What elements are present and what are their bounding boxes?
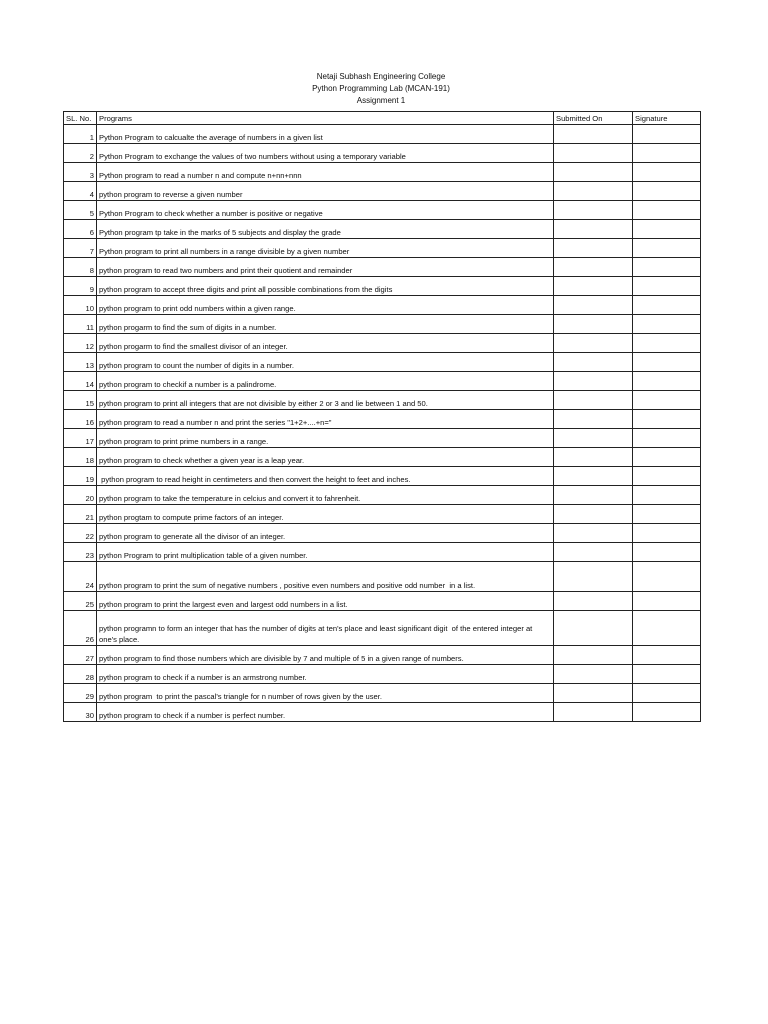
program-cell: python program to print prime numbers in a range. bbox=[97, 429, 554, 448]
submitted-on-cell bbox=[554, 505, 633, 524]
table-row bbox=[64, 220, 701, 239]
column-header-submitted-on: Submitted On bbox=[554, 112, 633, 125]
program-cell: python program to read height in centimeters and then convert the height to feet and inches. bbox=[97, 467, 554, 486]
table-row bbox=[64, 448, 701, 467]
submitted-on-cell bbox=[554, 277, 633, 296]
sl-no-cell: 18 bbox=[64, 448, 97, 467]
submitted-on-cell bbox=[554, 315, 633, 334]
program-cell: python progarm to find the sum of digits in a number. bbox=[97, 315, 554, 334]
signature-cell bbox=[633, 144, 701, 163]
table-row bbox=[64, 467, 701, 486]
signature-cell bbox=[633, 467, 701, 486]
signature-cell bbox=[633, 163, 701, 182]
sl-no-cell: 29 bbox=[64, 684, 97, 703]
submitted-on-cell bbox=[554, 665, 633, 684]
program-cell: python program to reverse a given number bbox=[97, 182, 554, 201]
college-name: Netaji Subhash Engineering College bbox=[316, 72, 446, 81]
signature-cell bbox=[633, 258, 701, 277]
program-cell: python program to read a number n and print the series "1+2+....+n=" bbox=[97, 410, 554, 429]
program-cell: python program to generate all the divisor of an integer. bbox=[97, 524, 554, 543]
program-cell: python programn to form an integer that has the number of digits at ten's place and least significant digit of the entered integer at one's place. bbox=[97, 611, 554, 646]
program-cell: python program to accept three digits and print all possible combinations from the digits bbox=[97, 277, 554, 296]
signature-cell bbox=[633, 592, 701, 611]
submitted-on-cell bbox=[554, 611, 633, 646]
signature-cell bbox=[633, 353, 701, 372]
program-cell: python program to print odd numbers within a given range. bbox=[97, 296, 554, 315]
table-header-row bbox=[64, 112, 701, 125]
submitted-on-cell bbox=[554, 125, 633, 144]
sl-no-cell: 15 bbox=[64, 391, 97, 410]
table-row bbox=[64, 429, 701, 448]
table-row bbox=[64, 125, 701, 144]
sl-no-cell: 21 bbox=[64, 505, 97, 524]
sl-no-cell: 26 bbox=[64, 611, 97, 646]
submitted-on-cell bbox=[554, 372, 633, 391]
signature-cell bbox=[633, 562, 701, 592]
sl-no-cell: 12 bbox=[64, 334, 97, 353]
signature-cell bbox=[633, 372, 701, 391]
submitted-on-cell bbox=[554, 220, 633, 239]
signature-cell bbox=[633, 315, 701, 334]
submitted-on-cell bbox=[554, 448, 633, 467]
signature-cell bbox=[633, 703, 701, 722]
table-row bbox=[64, 562, 701, 592]
table-row bbox=[64, 182, 701, 201]
table-row bbox=[64, 410, 701, 429]
program-cell: python progtam to compute prime factors of an integer. bbox=[97, 505, 554, 524]
sl-no-cell: 17 bbox=[64, 429, 97, 448]
submitted-on-cell bbox=[554, 296, 633, 315]
table-body bbox=[64, 125, 701, 722]
table-row bbox=[64, 505, 701, 524]
program-cell: python program to find those numbers which are divisible by 7 and multiple of 5 in a given range of numbers. bbox=[97, 646, 554, 665]
submitted-on-cell bbox=[554, 353, 633, 372]
program-cell: python progarm to find the smallest divisor of an integer. bbox=[97, 334, 554, 353]
column-header-signature: Signature bbox=[633, 112, 701, 125]
table-row bbox=[64, 334, 701, 353]
sl-no-cell: 23 bbox=[64, 543, 97, 562]
table-row bbox=[64, 239, 701, 258]
sl-no-cell: 1 bbox=[64, 125, 97, 144]
sl-no-cell: 8 bbox=[64, 258, 97, 277]
submitted-on-cell bbox=[554, 684, 633, 703]
program-cell: python program to check whether a given year is a leap year. bbox=[97, 448, 554, 467]
column-header-sl-no: SL. No. bbox=[64, 112, 97, 125]
submitted-on-cell bbox=[554, 334, 633, 353]
submitted-on-cell bbox=[554, 524, 633, 543]
submitted-on-cell bbox=[554, 429, 633, 448]
sl-no-cell: 28 bbox=[64, 665, 97, 684]
program-cell: Python program to read a number n and compute n+nn+nnn bbox=[97, 163, 554, 182]
sl-no-cell: 2 bbox=[64, 144, 97, 163]
submitted-on-cell bbox=[554, 543, 633, 562]
table-row bbox=[64, 391, 701, 410]
submitted-on-cell bbox=[554, 592, 633, 611]
program-cell: python program to print the pascal's triangle for n number of rows given by the user. bbox=[97, 684, 554, 703]
signature-cell bbox=[633, 665, 701, 684]
submitted-on-cell bbox=[554, 239, 633, 258]
table-row bbox=[64, 592, 701, 611]
table-row bbox=[64, 163, 701, 182]
document-header bbox=[63, 71, 699, 107]
sl-no-cell: 14 bbox=[64, 372, 97, 391]
sl-no-cell: 16 bbox=[64, 410, 97, 429]
sl-no-cell: 5 bbox=[64, 201, 97, 220]
program-cell: Python program to print all numbers in a range divisible by a given number bbox=[97, 239, 554, 258]
submitted-on-cell bbox=[554, 486, 633, 505]
submitted-on-cell bbox=[554, 562, 633, 592]
sl-no-cell: 30 bbox=[64, 703, 97, 722]
sl-no-cell: 27 bbox=[64, 646, 97, 665]
sl-no-cell: 10 bbox=[64, 296, 97, 315]
table-row bbox=[64, 277, 701, 296]
signature-cell bbox=[633, 611, 701, 646]
submitted-on-cell bbox=[554, 391, 633, 410]
table-row bbox=[64, 646, 701, 665]
sl-no-cell: 3 bbox=[64, 163, 97, 182]
signature-cell bbox=[633, 410, 701, 429]
signature-cell bbox=[633, 220, 701, 239]
table-row bbox=[64, 315, 701, 334]
program-cell: python program to check if a number is perfect number. bbox=[97, 703, 554, 722]
program-cell: python program to print the largest even and largest odd numbers in a list. bbox=[97, 592, 554, 611]
program-cell: python program to take the temperature in celcius and convert it to fahrenheit. bbox=[97, 486, 554, 505]
submitted-on-cell bbox=[554, 163, 633, 182]
sl-no-cell: 4 bbox=[64, 182, 97, 201]
program-cell: python program to count the number of digits in a number. bbox=[97, 353, 554, 372]
signature-cell bbox=[633, 524, 701, 543]
signature-cell bbox=[633, 486, 701, 505]
signature-cell bbox=[633, 448, 701, 467]
signature-cell bbox=[633, 505, 701, 524]
signature-cell bbox=[633, 277, 701, 296]
sl-no-cell: 6 bbox=[64, 220, 97, 239]
submitted-on-cell bbox=[554, 467, 633, 486]
sl-no-cell: 13 bbox=[64, 353, 97, 372]
assignment-title: Assignment 1 bbox=[356, 96, 406, 105]
table-row bbox=[64, 296, 701, 315]
table-row bbox=[64, 201, 701, 220]
program-cell: Python Program to check whether a number is positive or negative bbox=[97, 201, 554, 220]
signature-cell bbox=[633, 182, 701, 201]
sl-no-cell: 20 bbox=[64, 486, 97, 505]
signature-cell bbox=[633, 429, 701, 448]
column-header-programs: Programs bbox=[97, 112, 554, 125]
table-row bbox=[64, 372, 701, 391]
table-row bbox=[64, 543, 701, 562]
program-cell: python program to checkif a number is a palindrome. bbox=[97, 372, 554, 391]
table-row bbox=[64, 258, 701, 277]
sl-no-cell: 7 bbox=[64, 239, 97, 258]
sl-no-cell: 25 bbox=[64, 592, 97, 611]
program-cell: Python Program to calcualte the average of numbers in a given list bbox=[97, 125, 554, 144]
table-row bbox=[64, 665, 701, 684]
table-row bbox=[64, 144, 701, 163]
program-cell: python program to print all integers that are not divisible by either 2 or 3 and lie between 1 and 50. bbox=[97, 391, 554, 410]
submitted-on-cell bbox=[554, 201, 633, 220]
sl-no-cell: 19 bbox=[64, 467, 97, 486]
assignment-table bbox=[63, 111, 701, 722]
signature-cell bbox=[633, 201, 701, 220]
submitted-on-cell bbox=[554, 646, 633, 665]
course-title: Python Programming Lab (MCAN-191) bbox=[312, 84, 450, 93]
signature-cell bbox=[633, 646, 701, 665]
table-row bbox=[64, 703, 701, 722]
table-row bbox=[64, 486, 701, 505]
program-cell: python Program to print multiplication table of a given number. bbox=[97, 543, 554, 562]
submitted-on-cell bbox=[554, 703, 633, 722]
submitted-on-cell bbox=[554, 410, 633, 429]
sl-no-cell: 22 bbox=[64, 524, 97, 543]
table-row bbox=[64, 684, 701, 703]
table-row bbox=[64, 611, 701, 646]
sl-no-cell: 9 bbox=[64, 277, 97, 296]
table-row bbox=[64, 524, 701, 543]
signature-cell bbox=[633, 684, 701, 703]
program-cell: Python Program to exchange the values of two numbers without using a temporary variable bbox=[97, 144, 554, 163]
signature-cell bbox=[633, 239, 701, 258]
sl-no-cell: 24 bbox=[64, 562, 97, 592]
signature-cell bbox=[633, 125, 701, 144]
signature-cell bbox=[633, 334, 701, 353]
sl-no-cell: 11 bbox=[64, 315, 97, 334]
submitted-on-cell bbox=[554, 144, 633, 163]
program-cell: python program to check if a number is an armstrong number. bbox=[97, 665, 554, 684]
program-cell: python program to print the sum of negative numbers , positive even numbers and positive odd number in a list. bbox=[97, 562, 554, 592]
signature-cell bbox=[633, 296, 701, 315]
program-cell: Python program tp take in the marks of 5 subjects and display the grade bbox=[97, 220, 554, 239]
submitted-on-cell bbox=[554, 258, 633, 277]
signature-cell bbox=[633, 543, 701, 562]
submitted-on-cell bbox=[554, 182, 633, 201]
signature-cell bbox=[633, 391, 701, 410]
program-cell: python program to read two numbers and print their quotient and remainder bbox=[97, 258, 554, 277]
table-row bbox=[64, 353, 701, 372]
